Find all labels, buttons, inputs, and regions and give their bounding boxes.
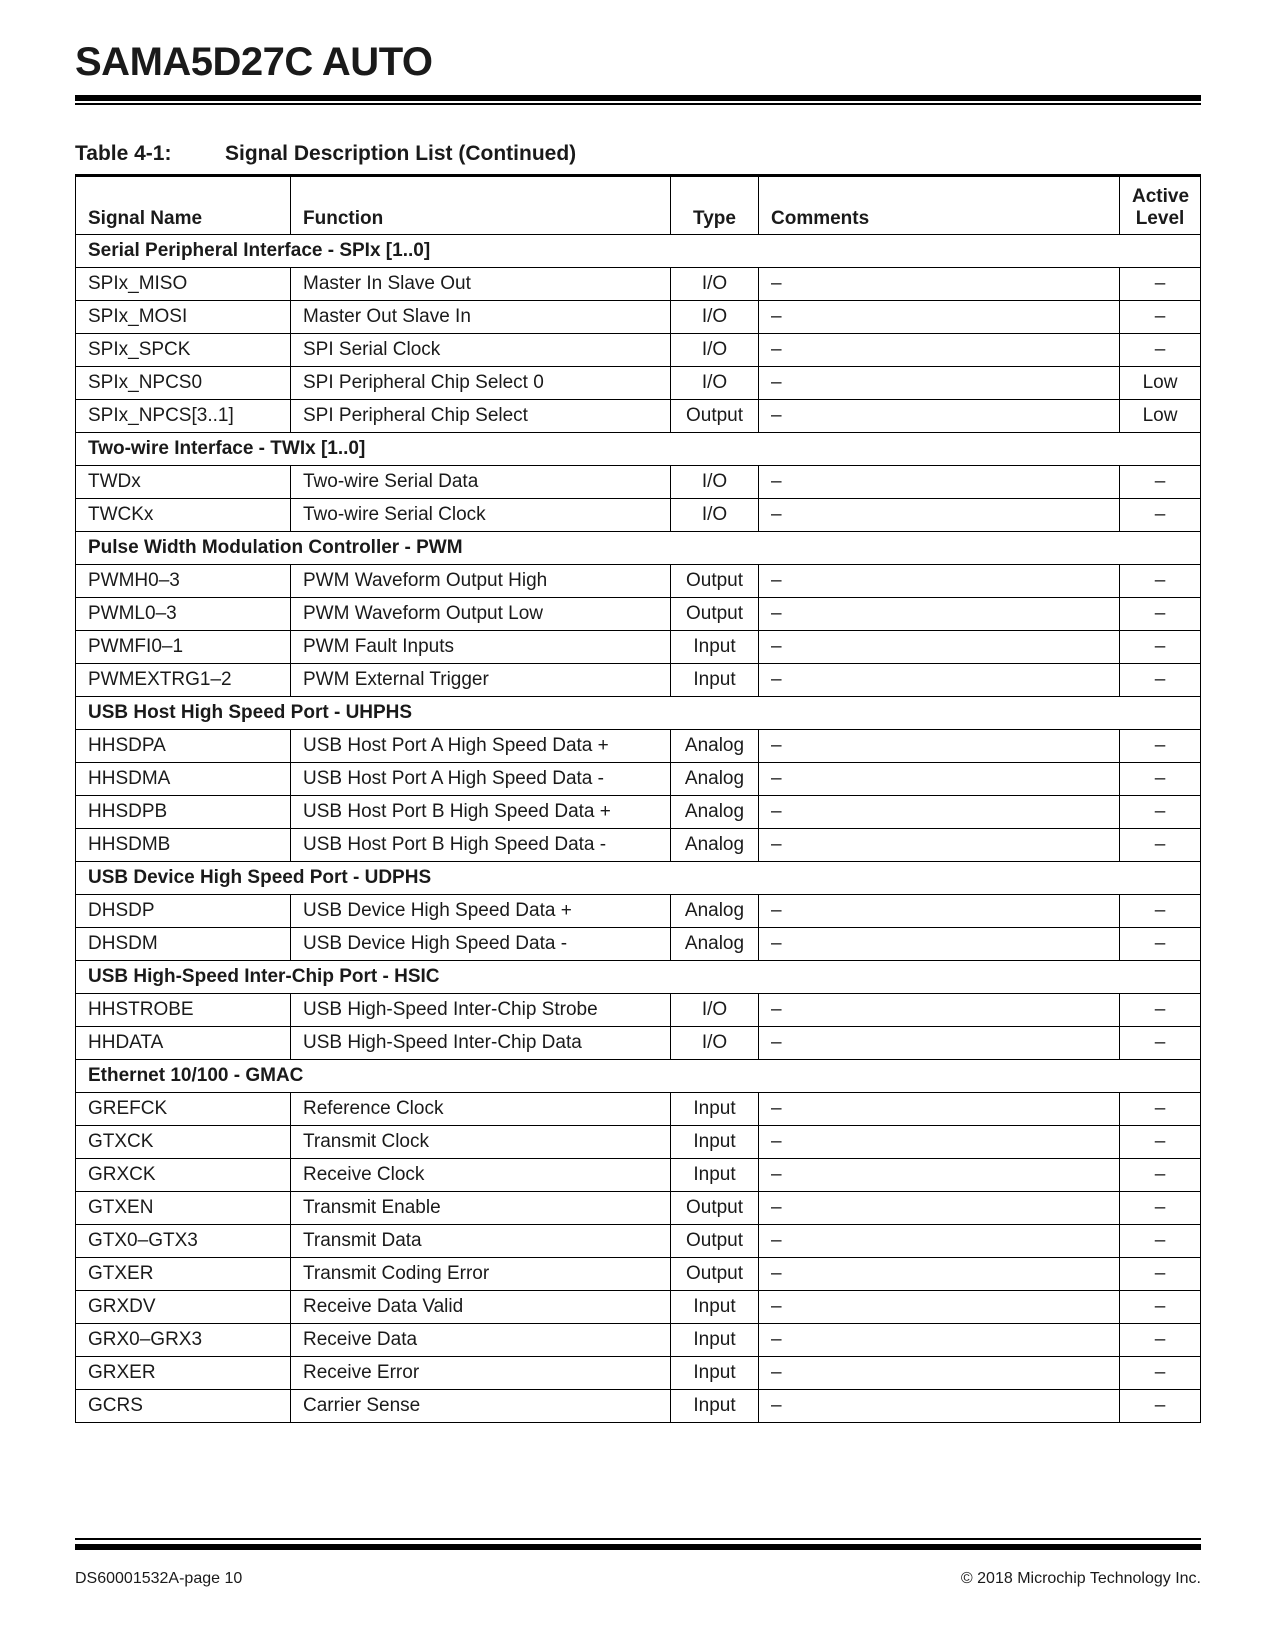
section-row — [76, 532, 1201, 565]
table-row — [76, 466, 1201, 499]
column-header-signal-name: Signal Name — [76, 176, 291, 235]
signal-name-cell: HHDATA — [76, 1027, 291, 1060]
table-row — [76, 565, 1201, 598]
comments-cell: – — [759, 1324, 1120, 1357]
signal-name-cell: HHSDPB — [76, 796, 291, 829]
function-cell: SPI Peripheral Chip Select — [291, 400, 671, 433]
active-level-cell: – — [1120, 499, 1201, 532]
signal-name-cell: HHSDMB — [76, 829, 291, 862]
active-level-cell: – — [1120, 631, 1201, 664]
table-row — [76, 631, 1201, 664]
comments-cell: – — [759, 268, 1120, 301]
footer-doc-id: DS60001532A-page 10 — [75, 1570, 243, 1587]
active-level-cell: – — [1120, 730, 1201, 763]
active-level-cell: Low — [1120, 400, 1201, 433]
function-cell: Carrier Sense — [291, 1390, 671, 1423]
type-cell: Input — [671, 631, 759, 664]
function-cell: Two-wire Serial Clock — [291, 499, 671, 532]
function-cell: Receive Data — [291, 1324, 671, 1357]
type-cell: Analog — [671, 829, 759, 862]
active-level-cell: – — [1120, 1159, 1201, 1192]
active-level-cell: – — [1120, 1225, 1201, 1258]
function-cell: Master Out Slave In — [291, 301, 671, 334]
active-level-cell: Low — [1120, 367, 1201, 400]
signal-name-cell: GRXCK — [76, 1159, 291, 1192]
footer-rule-thin — [75, 1538, 1201, 1540]
signal-name-cell: PWMH0–3 — [76, 565, 291, 598]
section-row — [76, 433, 1201, 466]
type-cell: I/O — [671, 367, 759, 400]
table-caption-label: Table 4-1: — [75, 142, 172, 165]
table-row — [76, 829, 1201, 862]
function-cell: USB Host Port A High Speed Data + — [291, 730, 671, 763]
table-row — [76, 334, 1201, 367]
comments-cell: – — [759, 1093, 1120, 1126]
function-cell: Transmit Enable — [291, 1192, 671, 1225]
table-row — [76, 499, 1201, 532]
type-cell: Output — [671, 598, 759, 631]
signal-name-cell: HHSTROBE — [76, 994, 291, 1027]
table-body — [76, 235, 1201, 1423]
active-level-cell: – — [1120, 598, 1201, 631]
signal-name-cell: SPIx_MOSI — [76, 301, 291, 334]
signal-name-cell: GRXER — [76, 1357, 291, 1390]
type-cell: Input — [671, 1159, 759, 1192]
active-level-cell: – — [1120, 763, 1201, 796]
signal-name-cell: GRXDV — [76, 1291, 291, 1324]
function-cell: PWM Waveform Output Low — [291, 598, 671, 631]
type-cell: Input — [671, 664, 759, 697]
type-cell: Input — [671, 1093, 759, 1126]
table-row — [76, 400, 1201, 433]
function-cell: Transmit Clock — [291, 1126, 671, 1159]
active-header-line2: Level — [1135, 208, 1185, 229]
table-row — [76, 301, 1201, 334]
table-row — [76, 730, 1201, 763]
type-cell: I/O — [671, 334, 759, 367]
function-cell: USB Host Port A High Speed Data - — [291, 763, 671, 796]
table-row — [76, 1390, 1201, 1423]
comments-cell: – — [759, 499, 1120, 532]
signal-name-cell: PWMEXTRG1–2 — [76, 664, 291, 697]
comments-cell: – — [759, 1027, 1120, 1060]
footer-copyright: © 2018 Microchip Technology Inc. — [960, 1570, 1201, 1587]
signal-name-cell: PWML0–3 — [76, 598, 291, 631]
table-row — [76, 1126, 1201, 1159]
footer-rule-thick — [75, 1544, 1201, 1550]
comments-cell: – — [759, 400, 1120, 433]
table-row — [76, 994, 1201, 1027]
comments-cell: – — [759, 994, 1120, 1027]
active-level-cell: – — [1120, 268, 1201, 301]
column-header-function: Function — [291, 176, 671, 235]
function-cell: Receive Clock — [291, 1159, 671, 1192]
signal-name-cell: GREFCK — [76, 1093, 291, 1126]
active-level-cell: – — [1120, 1324, 1201, 1357]
table-row — [76, 598, 1201, 631]
function-cell: Transmit Data — [291, 1225, 671, 1258]
comments-cell: – — [759, 796, 1120, 829]
comments-cell: – — [759, 1159, 1120, 1192]
signal-name-cell: HHSDPA — [76, 730, 291, 763]
signal-name-cell: GCRS — [76, 1390, 291, 1423]
section-title: Ethernet 10/100 - GMAC — [76, 1060, 1201, 1093]
section-row — [76, 862, 1201, 895]
signal-name-cell: TWCKx — [76, 499, 291, 532]
signal-name-cell: SPIx_MISO — [76, 268, 291, 301]
table-caption — [75, 142, 576, 166]
function-cell: USB Host Port B High Speed Data - — [291, 829, 671, 862]
section-title: Two-wire Interface - TWIx [1..0] — [76, 433, 1201, 466]
type-cell: Output — [671, 400, 759, 433]
type-cell: I/O — [671, 499, 759, 532]
comments-cell: – — [759, 1126, 1120, 1159]
active-level-cell: – — [1120, 1126, 1201, 1159]
table-row — [76, 928, 1201, 961]
active-level-cell: – — [1120, 994, 1201, 1027]
function-cell: PWM Fault Inputs — [291, 631, 671, 664]
signal-name-cell: HHSDMA — [76, 763, 291, 796]
active-level-cell: – — [1120, 796, 1201, 829]
type-cell: Input — [671, 1126, 759, 1159]
active-level-cell: – — [1120, 334, 1201, 367]
function-cell: USB Device High Speed Data - — [291, 928, 671, 961]
type-cell: Output — [671, 1225, 759, 1258]
type-cell: Analog — [671, 928, 759, 961]
column-header-comments: Comments — [759, 176, 1120, 235]
active-level-cell: – — [1120, 1390, 1201, 1423]
signal-name-cell: GTXER — [76, 1258, 291, 1291]
header-rule-thick — [75, 95, 1201, 101]
type-cell: I/O — [671, 301, 759, 334]
type-cell: I/O — [671, 268, 759, 301]
table-row — [76, 1291, 1201, 1324]
active-level-cell: – — [1120, 895, 1201, 928]
signal-name-cell: TWDx — [76, 466, 291, 499]
active-level-cell: – — [1120, 1093, 1201, 1126]
comments-cell: – — [759, 631, 1120, 664]
section-title: USB Device High Speed Port - UDPHS — [76, 862, 1201, 895]
signal-name-cell: GRX0–GRX3 — [76, 1324, 291, 1357]
section-title: USB High-Speed Inter-Chip Port - HSIC — [76, 961, 1201, 994]
comments-cell: – — [759, 928, 1120, 961]
function-cell: SPI Peripheral Chip Select 0 — [291, 367, 671, 400]
comments-cell: – — [759, 334, 1120, 367]
table-row — [76, 763, 1201, 796]
table-row — [76, 895, 1201, 928]
comments-cell: – — [759, 763, 1120, 796]
active-level-cell: – — [1120, 1027, 1201, 1060]
comments-cell: – — [759, 664, 1120, 697]
active-header-line1: Active — [1132, 186, 1190, 207]
function-cell: PWM Waveform Output High — [291, 565, 671, 598]
table-row — [76, 1027, 1201, 1060]
function-cell: USB Device High Speed Data + — [291, 895, 671, 928]
comments-cell: – — [759, 1357, 1120, 1390]
table-row — [76, 1357, 1201, 1390]
table-row — [76, 1192, 1201, 1225]
signal-name-cell: DHSDP — [76, 895, 291, 928]
signal-name-cell: DHSDM — [76, 928, 291, 961]
active-level-cell: – — [1120, 1291, 1201, 1324]
type-cell: Input — [671, 1324, 759, 1357]
active-level-cell: – — [1120, 565, 1201, 598]
comments-cell: – — [759, 598, 1120, 631]
section-title: Serial Peripheral Interface - SPIx [1..0] — [76, 235, 1201, 268]
comments-cell: – — [759, 367, 1120, 400]
section-row — [76, 235, 1201, 268]
active-level-cell: – — [1120, 928, 1201, 961]
signal-name-cell: GTXCK — [76, 1126, 291, 1159]
type-cell: Analog — [671, 796, 759, 829]
document-title: SAMA5D27C AUTO — [75, 40, 433, 84]
function-cell: Receive Error — [291, 1357, 671, 1390]
table-header-row — [76, 176, 1201, 235]
active-level-cell: – — [1120, 1192, 1201, 1225]
table-row — [76, 1093, 1201, 1126]
column-header-active-level — [1120, 176, 1201, 235]
comments-cell: – — [759, 1258, 1120, 1291]
function-cell: USB High-Speed Inter-Chip Strobe — [291, 994, 671, 1027]
type-cell: I/O — [671, 466, 759, 499]
function-cell: Receive Data Valid — [291, 1291, 671, 1324]
function-cell: USB High-Speed Inter-Chip Data — [291, 1027, 671, 1060]
section-title: Pulse Width Modulation Controller - PWM — [76, 532, 1201, 565]
table-row — [76, 1258, 1201, 1291]
type-cell: Analog — [671, 895, 759, 928]
type-cell: I/O — [671, 1027, 759, 1060]
signal-description-table — [75, 174, 1201, 1423]
function-cell: Transmit Coding Error — [291, 1258, 671, 1291]
function-cell: Master In Slave Out — [291, 268, 671, 301]
active-level-cell: – — [1120, 664, 1201, 697]
type-cell: Output — [671, 565, 759, 598]
table-caption-text: Signal Description List (Continued) — [225, 142, 577, 165]
signal-name-cell: PWMFI0–1 — [76, 631, 291, 664]
function-cell: SPI Serial Clock — [291, 334, 671, 367]
section-row — [76, 1060, 1201, 1093]
comments-cell: – — [759, 1225, 1120, 1258]
comments-cell: – — [759, 1390, 1120, 1423]
column-header-type: Type — [671, 176, 759, 235]
active-level-cell: – — [1120, 829, 1201, 862]
type-cell: Output — [671, 1192, 759, 1225]
function-cell: Reference Clock — [291, 1093, 671, 1126]
function-cell: PWM External Trigger — [291, 664, 671, 697]
signal-name-cell: GTX0–GTX3 — [76, 1225, 291, 1258]
signal-name-cell: SPIx_SPCK — [76, 334, 291, 367]
signal-name-cell: SPIx_NPCS[3..1] — [76, 400, 291, 433]
type-cell: Analog — [671, 763, 759, 796]
table-row — [76, 1159, 1201, 1192]
comments-cell: – — [759, 301, 1120, 334]
comments-cell: – — [759, 730, 1120, 763]
comments-cell: – — [759, 829, 1120, 862]
table-row — [76, 268, 1201, 301]
active-level-cell: – — [1120, 1258, 1201, 1291]
header-rule-thin — [75, 103, 1201, 105]
table-row — [76, 664, 1201, 697]
function-cell: USB Host Port B High Speed Data + — [291, 796, 671, 829]
type-cell: Input — [671, 1357, 759, 1390]
section-title: USB Host High Speed Port - UHPHS — [76, 697, 1201, 730]
active-level-cell: – — [1120, 1357, 1201, 1390]
type-cell: Input — [671, 1291, 759, 1324]
type-cell: I/O — [671, 994, 759, 1027]
comments-cell: – — [759, 1192, 1120, 1225]
signal-name-cell: SPIx_NPCS0 — [76, 367, 291, 400]
table-row — [76, 1324, 1201, 1357]
table-row — [76, 367, 1201, 400]
active-level-cell: – — [1120, 466, 1201, 499]
function-cell: Two-wire Serial Data — [291, 466, 671, 499]
type-cell: Analog — [671, 730, 759, 763]
active-level-cell: – — [1120, 301, 1201, 334]
type-cell: Output — [671, 1258, 759, 1291]
comments-cell: – — [759, 466, 1120, 499]
comments-cell: – — [759, 565, 1120, 598]
section-row — [76, 961, 1201, 994]
comments-cell: – — [759, 895, 1120, 928]
type-cell: Input — [671, 1390, 759, 1423]
table-row — [76, 796, 1201, 829]
signal-name-cell: GTXEN — [76, 1192, 291, 1225]
table-row — [76, 1225, 1201, 1258]
section-row — [76, 697, 1201, 730]
comments-cell: – — [759, 1291, 1120, 1324]
